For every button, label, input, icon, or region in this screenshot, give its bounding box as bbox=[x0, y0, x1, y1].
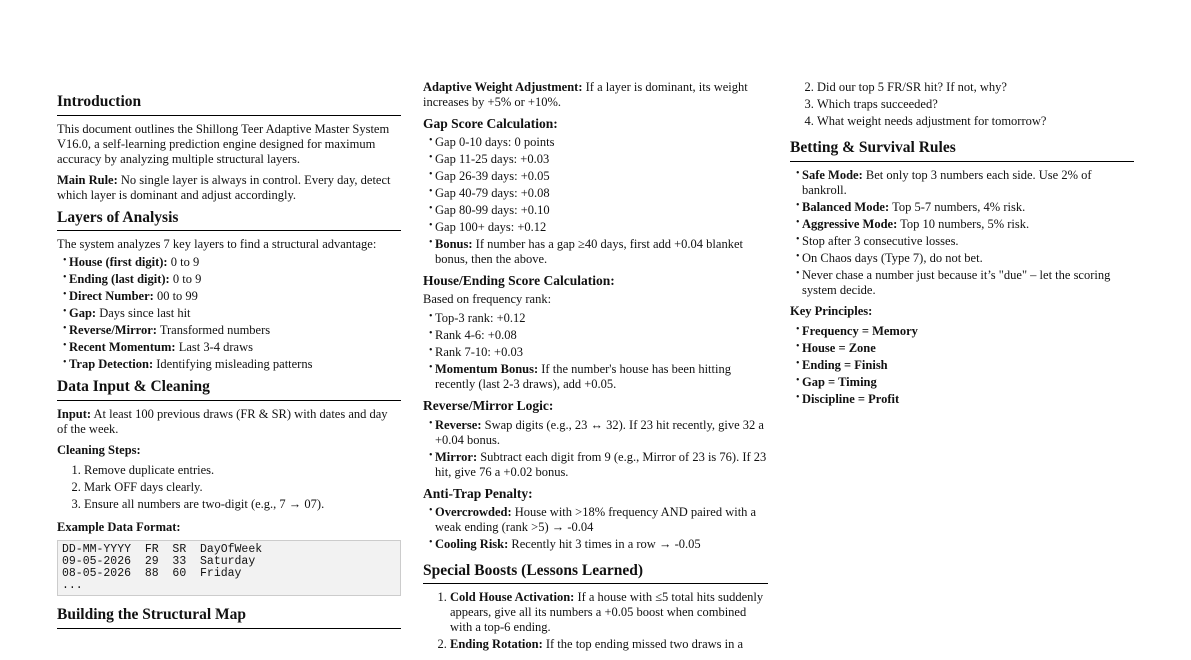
principles-list bbox=[790, 324, 1134, 407]
review-list bbox=[790, 80, 1134, 129]
list-item bbox=[429, 418, 768, 448]
list-item: • Never chase a number just because it’s "due" – let the scoring system decide. bbox=[796, 268, 1134, 298]
list-item: 4. What weight needs adjustment for tomorrow? bbox=[817, 114, 1134, 129]
overcrowded-label: Overcrowded: bbox=[435, 504, 512, 519]
reverse-label: Reverse: bbox=[435, 417, 482, 432]
list-item: • Top-3 rank: +0.12 bbox=[429, 311, 768, 326]
item-text: If a house with ≤5 total hits suddenly appears, give all its numbers a +0.05 boost when combined with a top-6 ending. bbox=[450, 590, 764, 635]
item-text: Days since last hit bbox=[99, 306, 191, 321]
betting-heading: Betting & Survival Rules bbox=[790, 139, 1134, 162]
reverse-logic-heading: Reverse/Mirror Logic: bbox=[423, 398, 554, 414]
input-text: At least 100 previous draws (FR & SR) with dates and day of the week. bbox=[57, 406, 388, 436]
betting-list bbox=[790, 168, 1134, 298]
main-rule bbox=[57, 173, 401, 203]
boosts-heading: Special Boosts (Lessons Learned) bbox=[423, 562, 768, 585]
list-item: 2. Mark OFF days clearly. bbox=[84, 480, 401, 495]
overcrowded-text: House with >18% frequency AND paired with a weak ending (rank >5) → -0.04 bbox=[435, 504, 757, 534]
list-item bbox=[796, 392, 1134, 407]
list-item bbox=[429, 362, 768, 392]
list-item: • Stop after 3 consecutive losses. bbox=[796, 234, 1134, 249]
data-input-heading: Data Input & Cleaning bbox=[57, 378, 401, 401]
input-label: Input: bbox=[57, 406, 92, 421]
list-item bbox=[796, 168, 1134, 198]
list-item bbox=[796, 324, 1134, 339]
momentum-text: If the number's house has been hitting recently (last 2-3 draws), add +0.05. bbox=[435, 362, 731, 392]
example-code-block: DD-MM-YYYY FR SR DayOfWeek 09-05-2026 29 33 Saturday 08-05-2026 88 60 Friday ... bbox=[57, 540, 401, 596]
list-item bbox=[63, 340, 401, 355]
item-label: Ending Rotation: bbox=[450, 637, 543, 652]
anti-trap-list bbox=[423, 505, 768, 552]
item-label: Safe Mode: bbox=[802, 167, 863, 182]
reverse-text: Swap digits (e.g., 23 ↔ 32). If 23 hit recently, give 32 a +0.04 bonus. bbox=[435, 417, 764, 447]
house-score-heading: House/Ending Score Calculation: bbox=[423, 273, 615, 289]
list-item bbox=[796, 375, 1134, 390]
list-item: • Gap 100+ days: +0.12 bbox=[429, 220, 768, 235]
item-label: Gap: bbox=[69, 306, 97, 321]
principles-heading: Key Principles: bbox=[790, 303, 873, 318]
list-item: 3. Which traps succeeded? bbox=[817, 97, 1134, 112]
column-left bbox=[57, 93, 401, 635]
list-item: 3. Ensure all numbers are two-digit (e.g., 7 → 07). bbox=[84, 497, 401, 512]
layers-heading: Layers of Analysis bbox=[57, 209, 401, 232]
list-item bbox=[450, 637, 768, 652]
list-item bbox=[796, 341, 1134, 356]
cleaning-heading: Cleaning Steps: bbox=[57, 442, 141, 457]
item-text: If the top ending missed two draws in a bbox=[545, 637, 744, 652]
list-item: 1. Remove duplicate entries. bbox=[84, 463, 401, 478]
momentum-label: Momentum Bonus: bbox=[435, 362, 539, 377]
item-label: House (first digit): bbox=[69, 255, 168, 270]
list-item: • Gap 26-39 days: +0.05 bbox=[429, 169, 768, 184]
item-label: House = Zone bbox=[802, 340, 876, 355]
item-label: Trap Detection: bbox=[69, 357, 154, 372]
list-item: • Gap 40-79 days: +0.08 bbox=[429, 186, 768, 201]
list-item: • Gap 80-99 days: +0.10 bbox=[429, 203, 768, 218]
list-item bbox=[450, 590, 768, 635]
column-middle bbox=[423, 80, 768, 660]
column-right bbox=[790, 80, 1134, 413]
item-text: Identifying misleading patterns bbox=[156, 357, 313, 372]
anti-trap-heading: Anti-Trap Penalty: bbox=[423, 485, 533, 501]
item-label: Direct Number: bbox=[69, 289, 154, 304]
list-item bbox=[796, 217, 1134, 232]
gap-score-heading: Gap Score Calculation: bbox=[423, 116, 558, 131]
mirror-label: Mirror: bbox=[435, 449, 478, 464]
item-text: Bet only top 3 numbers each side. Use 2% of bankroll. bbox=[802, 167, 1092, 197]
list-item bbox=[796, 358, 1134, 373]
list-item bbox=[429, 505, 768, 535]
item-text: 0 to 9 bbox=[172, 272, 202, 287]
item-text: Last 3-4 draws bbox=[178, 340, 253, 355]
list-item bbox=[429, 537, 768, 552]
mirror-text: Subtract each digit from 9 (e.g., Mirror of 23 is 76). If 23 hit, give 76 a +0.02 bonus. bbox=[435, 449, 767, 479]
item-label: Reverse/Mirror: bbox=[69, 323, 157, 338]
layers-list bbox=[57, 255, 401, 372]
list-item: 2. Did our top 5 FR/SR hit? If not, why? bbox=[817, 80, 1134, 95]
list-item bbox=[796, 200, 1134, 215]
list-item bbox=[63, 357, 401, 372]
intro-text: This document outlines the Shillong Teer Adaptive Master System V16.0, a self-learning prediction engine designed for maximum accuracy by analyzing multiple structural layers. bbox=[57, 121, 390, 166]
list-item bbox=[63, 306, 401, 321]
adaptive-weight bbox=[423, 80, 768, 110]
reverse-logic-list bbox=[423, 418, 768, 480]
list-item bbox=[63, 323, 401, 338]
list-item bbox=[63, 255, 401, 270]
item-label: Balanced Mode: bbox=[802, 199, 890, 214]
item-text: Top 10 numbers, 5% risk. bbox=[900, 216, 1030, 231]
boosts-list bbox=[423, 590, 768, 652]
cleaning-steps bbox=[57, 463, 401, 512]
item-text: 00 to 99 bbox=[156, 289, 198, 304]
item-label: Ending = Finish bbox=[802, 357, 888, 372]
list-item bbox=[429, 237, 768, 267]
item-label: Recent Momentum: bbox=[69, 340, 176, 355]
adaptive-text: If a layer is dominant, its weight increases by +5% or +10%. bbox=[423, 80, 748, 109]
intro-heading: Introduction bbox=[57, 93, 401, 116]
list-item bbox=[63, 289, 401, 304]
list-item bbox=[429, 450, 768, 480]
layers-intro: The system analyzes 7 key layers to find a structural advantage: bbox=[57, 237, 377, 252]
structural-map-heading: Building the Structural Map bbox=[57, 606, 401, 629]
list-item: • Gap 11-25 days: +0.03 bbox=[429, 152, 768, 167]
cooling-text: Recently hit 3 times in a row → -0.05 bbox=[511, 536, 701, 551]
house-score-list bbox=[423, 311, 768, 392]
list-item: • Rank 4-6: +0.08 bbox=[429, 328, 768, 343]
item-label: Aggressive Mode: bbox=[802, 216, 898, 231]
item-text: Top 5-7 numbers, 4% risk. bbox=[892, 199, 1026, 214]
house-score-intro: Based on frequency rank: bbox=[423, 292, 552, 307]
list-item: • On Chaos days (Type 7), do not bet. bbox=[796, 251, 1134, 266]
main-rule-text: No single layer is always in control. Every day, detect which layer is dominant and adjust accordingly. bbox=[57, 172, 391, 202]
item-label: Cold House Activation: bbox=[450, 590, 575, 605]
list-item bbox=[63, 272, 401, 287]
gap-score-list bbox=[423, 135, 768, 267]
item-text: 0 to 9 bbox=[170, 255, 200, 270]
item-label: Ending (last digit): bbox=[69, 272, 170, 287]
example-heading: Example Data Format: bbox=[57, 519, 181, 534]
item-text: Transformed numbers bbox=[159, 323, 271, 338]
adaptive-label: Adaptive Weight Adjustment: bbox=[423, 80, 583, 94]
item-label: Gap = Timing bbox=[802, 374, 877, 389]
list-item: • Rank 7-10: +0.03 bbox=[429, 345, 768, 360]
bonus-text: If number has a gap ≥40 days, first add +0.04 blanket bonus, then the above. bbox=[435, 237, 743, 267]
main-rule-label: Main Rule: bbox=[57, 172, 118, 187]
bonus-label: Bonus: bbox=[435, 237, 473, 252]
list-item: • Gap 0-10 days: 0 points bbox=[429, 135, 768, 150]
input-paragraph bbox=[57, 407, 401, 437]
item-label: Discipline = Profit bbox=[802, 391, 900, 406]
cooling-label: Cooling Risk: bbox=[435, 536, 509, 551]
item-label: Frequency = Memory bbox=[802, 323, 918, 338]
